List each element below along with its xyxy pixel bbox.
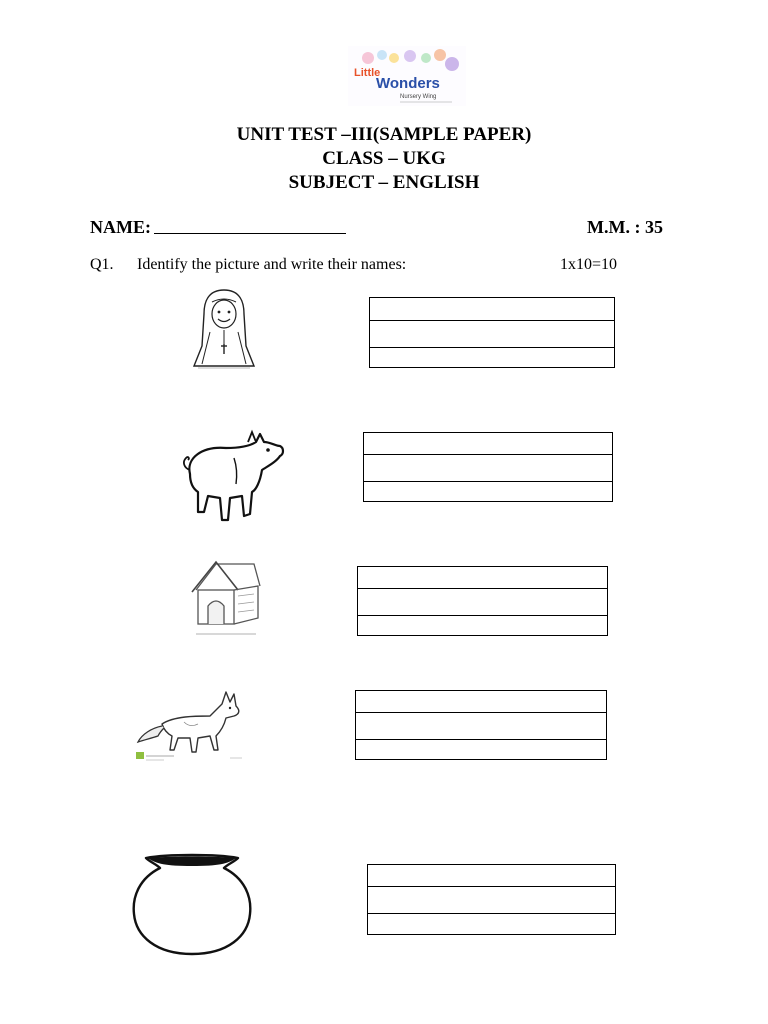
logo-line3: Nursery Wing — [400, 94, 437, 100]
test-title: UNIT TEST –III(SAMPLE PAPER) — [236, 124, 532, 145]
question-number: Q1. — [90, 256, 114, 273]
answer-box-row[interactable] — [368, 865, 615, 887]
answer-box-row[interactable] — [370, 298, 614, 321]
question-marks: 1x10=10 — [560, 256, 618, 273]
answer-box-row[interactable] — [364, 455, 612, 482]
picture-2 — [176, 428, 286, 526]
answer-box-row[interactable] — [356, 691, 606, 713]
fox-icon — [134, 686, 246, 764]
answer-box-row[interactable] — [358, 616, 607, 635]
picture-4 — [134, 686, 246, 764]
nun-icon — [188, 286, 260, 372]
name-label: NAME: — [90, 217, 151, 237]
picture-5 — [128, 852, 256, 958]
class-line: CLASS – UKG — [322, 148, 446, 169]
pig-icon — [176, 428, 286, 526]
answer-box-5[interactable] — [367, 864, 616, 935]
answer-box-3[interactable] — [357, 566, 608, 636]
pot-icon — [128, 852, 256, 958]
question-text: Identify the picture and write their names: — [137, 256, 407, 273]
subject-line: SUBJECT – ENGLISH — [288, 172, 480, 193]
answer-box-row[interactable] — [364, 482, 612, 501]
answer-box-row[interactable] — [356, 713, 606, 740]
max-marks: M.M. : 35 — [587, 217, 663, 237]
answer-box-1[interactable] — [369, 297, 615, 368]
picture-3 — [188, 556, 264, 638]
logo-line1: Little — [354, 67, 381, 79]
answer-box-row[interactable] — [370, 321, 614, 348]
picture-1 — [188, 286, 260, 372]
answer-box-row[interactable] — [368, 887, 615, 914]
name-blank-line[interactable] — [154, 233, 346, 234]
answer-box-row[interactable] — [370, 348, 614, 367]
answer-box-4[interactable] — [355, 690, 607, 760]
answer-box-row[interactable] — [358, 589, 607, 616]
answer-box-row[interactable] — [368, 914, 615, 934]
answer-box-row[interactable] — [358, 567, 607, 589]
answer-box-2[interactable] — [363, 432, 613, 502]
answer-box-row[interactable] — [364, 433, 612, 455]
logo-graphic — [348, 46, 466, 106]
answer-box-row[interactable] — [356, 740, 606, 759]
kennel-icon — [188, 556, 264, 638]
logo-line2: Wonders — [376, 75, 440, 92]
school-logo — [348, 46, 466, 106]
